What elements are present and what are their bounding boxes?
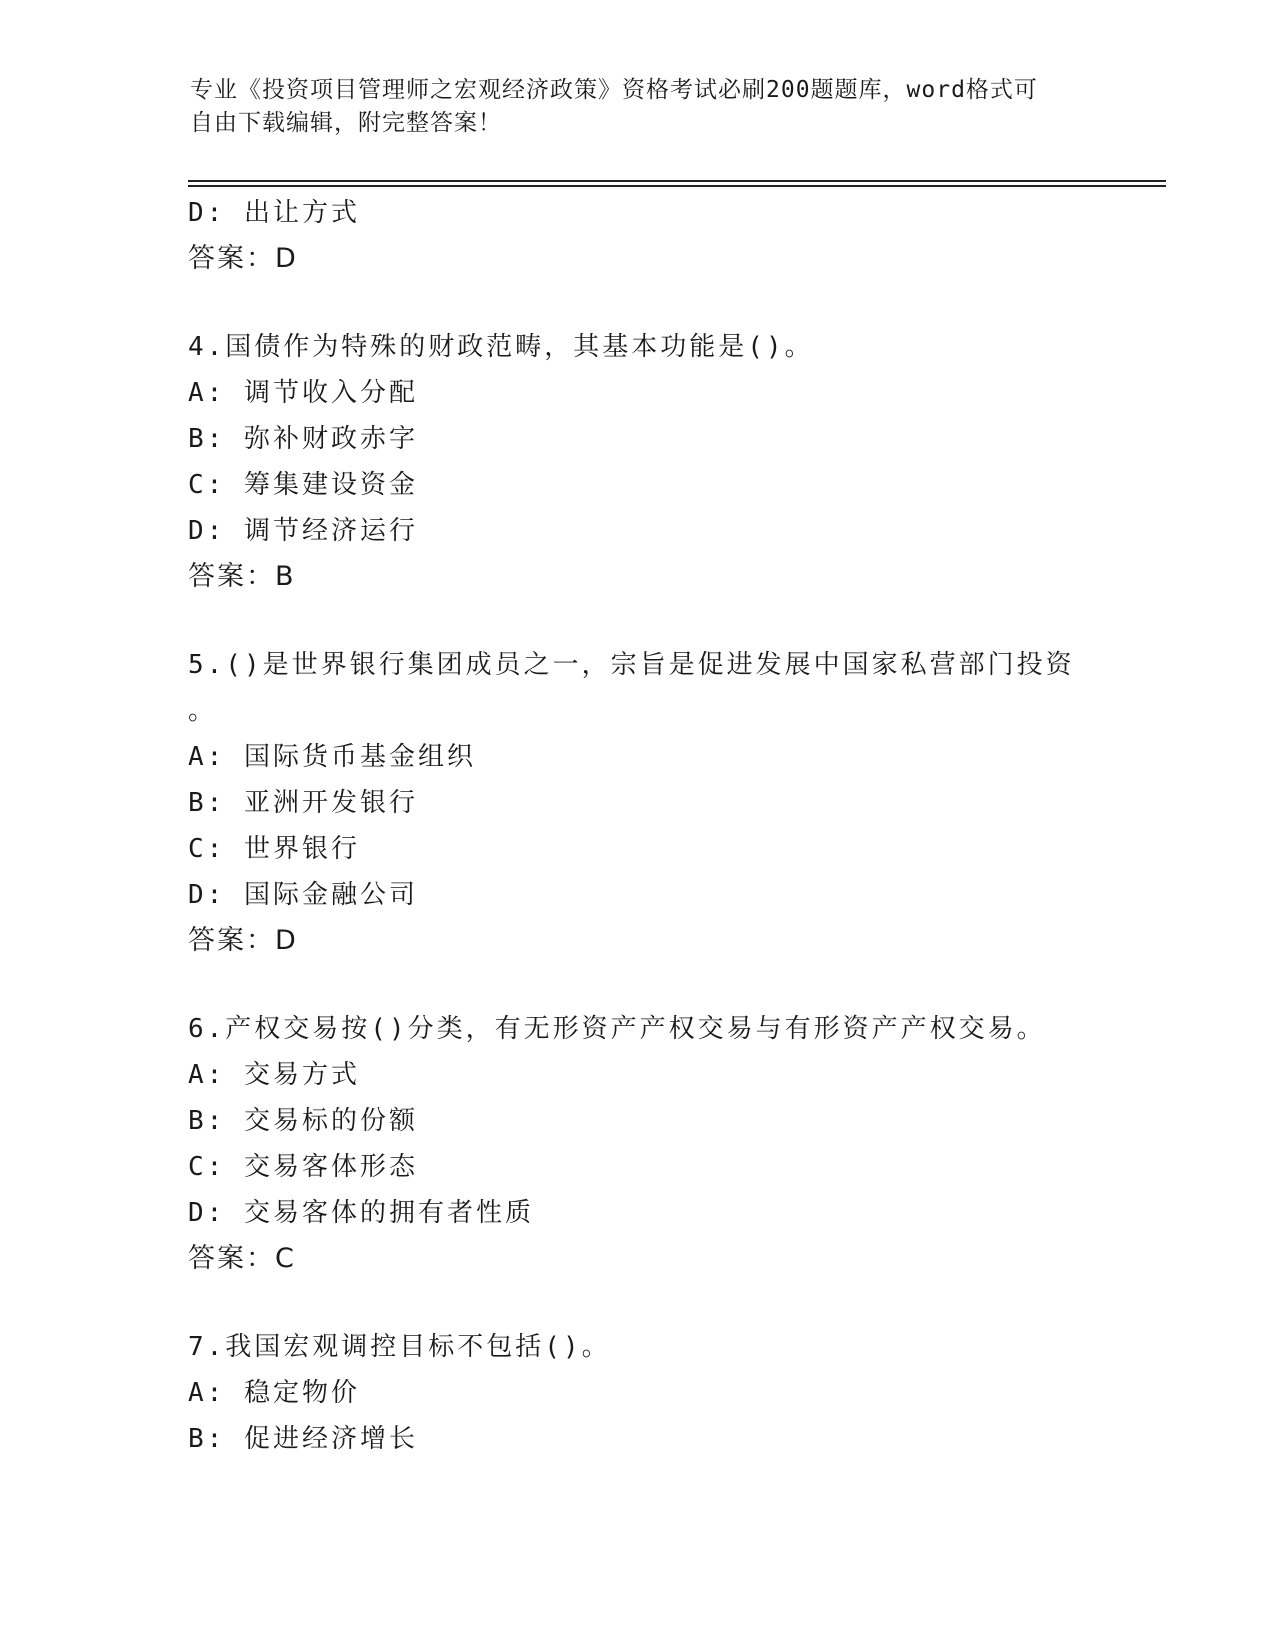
option-a: A: 调节收入分配 bbox=[188, 378, 418, 408]
option-b: B: 亚洲开发银行 bbox=[188, 788, 418, 818]
question-stem: 5.()是世界银行集团成员之一，宗旨是促进发展中国家私营部门投资 bbox=[188, 650, 1075, 680]
question-stem: 7.我国宏观调控目标不包括()。 bbox=[188, 1332, 611, 1362]
question-stem: 6.产权交易按()分类，有无形资产产权交易与有形资产产权交易。 bbox=[188, 1014, 1046, 1044]
option-b: B: 促进经济增长 bbox=[188, 1424, 418, 1454]
header-divider-top bbox=[188, 180, 1166, 182]
answer: 答案：D bbox=[188, 925, 298, 956]
answer: 答案：C bbox=[188, 1243, 296, 1274]
header-line-2: 自由下载编辑，附完整答案！ bbox=[190, 110, 502, 136]
answer: 答案：D bbox=[188, 243, 298, 274]
question-stem-continuation: 。 bbox=[188, 696, 218, 726]
option-d: D: 调节经济运行 bbox=[188, 516, 418, 546]
option-a: A: 稳定物价 bbox=[188, 1378, 360, 1408]
option-c: C: 筹集建设资金 bbox=[188, 470, 418, 500]
header-line-1: 专业《投资项目管理师之宏观经济政策》资格考试必刷200题题库，word格式可 bbox=[190, 77, 1038, 103]
option-a: A: 交易方式 bbox=[188, 1060, 360, 1090]
option-c: C: 世界银行 bbox=[188, 834, 360, 864]
header-divider-bottom bbox=[188, 185, 1166, 187]
question-stem: 4.国债作为特殊的财政范畴，其基本功能是()。 bbox=[188, 332, 814, 362]
option-d: D: 交易客体的拥有者性质 bbox=[188, 1198, 534, 1228]
option-c: C: 交易客体形态 bbox=[188, 1152, 418, 1182]
document-header bbox=[190, 74, 1090, 140]
option-b: B: 交易标的份额 bbox=[188, 1106, 418, 1136]
option-a: A: 国际货币基金组织 bbox=[188, 742, 476, 772]
answer: 答案：B bbox=[188, 561, 296, 592]
option-b: B: 弥补财政赤字 bbox=[188, 424, 418, 454]
option-d: D: 出让方式 bbox=[188, 198, 360, 228]
option-d: D: 国际金融公司 bbox=[188, 880, 418, 910]
question-list bbox=[188, 190, 1088, 1462]
